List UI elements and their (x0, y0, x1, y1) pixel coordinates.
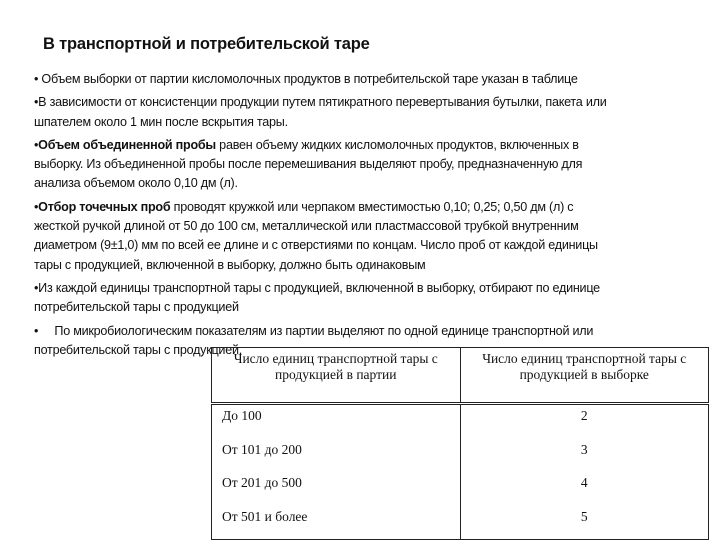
bullet: • (34, 72, 42, 86)
paragraph-sample-volume (34, 70, 714, 89)
paragraph-line: шпателем около 1 мин после вскрытия тары. (34, 114, 288, 129)
slide-body (34, 70, 714, 364)
slide-title: В транспортной и потребительской таре (43, 35, 370, 53)
bullet: • (34, 280, 39, 295)
bullet: • (34, 199, 39, 214)
bullet: • (34, 137, 39, 152)
paragraph-line: потребительской тары с продукцией. (34, 342, 243, 357)
paragraph-line: потребительской тары с продукцией (34, 300, 239, 315)
paragraph-each-unit (34, 279, 714, 318)
table-cell: До 100 (222, 408, 262, 423)
paragraph-line: выборку. Из объединенной пробы после перемешивания выделяют пробу, предназначенную для (34, 157, 583, 172)
paragraph-line: диаметром (9±1,0) мм по всей ее длине и с отверстиями по концам. Число проб от каждой единицы (34, 238, 598, 253)
paragraph-line: Объем выборки от партии кисломолочных продуктов в потребительской таре указан в таблице (41, 72, 578, 86)
paragraph-line: проводят кружкой или черпаком вместимостью 0,10; 0,25; 0,50 дм (л) с (170, 199, 574, 214)
table-cell: От 101 до 200 (222, 441, 302, 457)
paragraph-consistency (34, 93, 714, 132)
table-header-row (212, 348, 709, 404)
bold-term: Объем объединенной пробы (38, 137, 216, 152)
paragraph-spot-samples (34, 198, 714, 275)
table-cell: 5 (580, 508, 588, 524)
table-body-row (212, 404, 709, 540)
header-units-in-lot: Число единиц транспортной тары с продукцией в партии (212, 348, 461, 404)
table-cell: От 201 до 500 (222, 475, 302, 490)
table-cell: 3 (580, 441, 588, 457)
paragraph-line: По микробиологическим показателям из партии выделяют по одной единице транспортной или (54, 323, 594, 338)
paragraph-line: анализа объемом около 0,10 дм (л). (34, 176, 238, 191)
table-cell: От 501 и более (222, 508, 308, 524)
header-units-in-sample: Число единиц транспортной тары с продукцией в выборке (460, 348, 709, 404)
bullet: • (34, 95, 39, 110)
table-cell: 2 (580, 408, 588, 423)
bullet: • (34, 323, 55, 338)
paragraph-combined-sample (34, 136, 714, 194)
table-cell: 4 (580, 475, 588, 490)
paragraph-line: Из каждой единицы транспортной тары с продукцией, включенной в выборку, отбирают по единице (38, 280, 600, 295)
paragraph-line: жесткой ручкой длиной от 50 до 100 см, металлической или пластмассовой трубкой внутренним (34, 219, 579, 234)
paragraph-line: тары с продукцией, включенной в выборку, должно быть одинаковым (34, 257, 426, 272)
bold-term: Отбор точечных проб (38, 199, 171, 214)
paragraph-line: равен объему жидких кисломолочных продуктов, включенных в (215, 137, 579, 152)
paragraph-line: В зависимости от консистенции продукции путем пятикратного перевертывания бутылки, пакета или (38, 95, 607, 110)
sample-size-table (211, 347, 709, 540)
